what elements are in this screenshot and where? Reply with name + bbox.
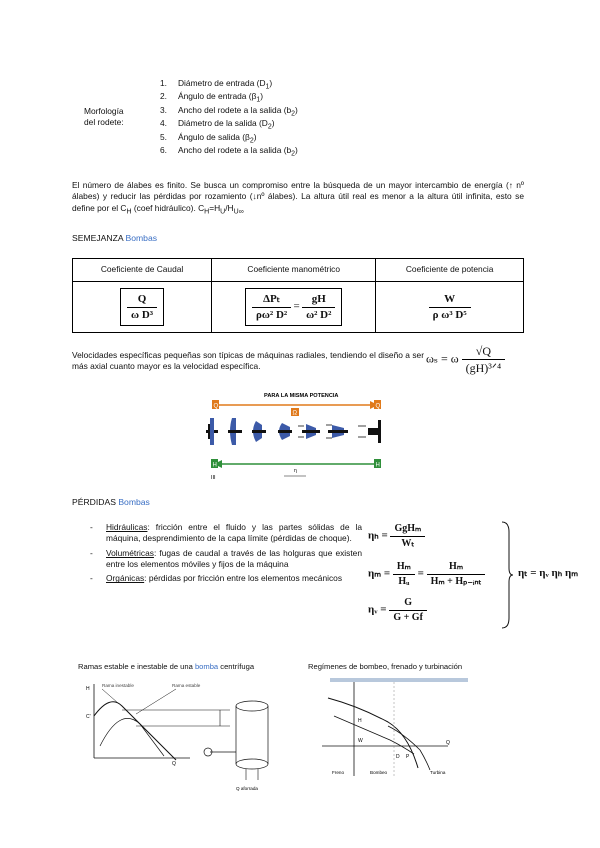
plot1-system-curve [100, 718, 164, 756]
plot1-tank-bottom [236, 759, 268, 769]
plot1-c-label: C' [86, 714, 91, 720]
morphology-item-number: 1. [160, 78, 167, 88]
para1-text: El número de álabes es finito. Se busca un compromiso entre la búsqueda de un mayor intercambio de energía (↑ nº álabes) y reducir las pérdidas por rozamiento (↓nº álabes). La altura útil real es menor a la altura útil infinita, esto se define por el C [72, 180, 524, 213]
impeller-propeller [358, 420, 381, 443]
eta-m-num1: Hₘ [393, 560, 415, 575]
plot2-zona-bombeo: Bombeo [370, 770, 388, 775]
cell-caudal [73, 282, 212, 333]
impeller-radial-1 [206, 418, 218, 445]
morphology-item [160, 145, 298, 158]
plot1-h-label: H [86, 686, 90, 692]
impeller-radial-2 [228, 418, 242, 445]
para1-slash: /H [225, 202, 234, 213]
plot1-stable-label: Rama estable [172, 683, 201, 688]
plot1-stable-unstable [80, 676, 280, 826]
morphology-item-sub: 2 [291, 110, 296, 118]
caudal-formula [120, 288, 164, 327]
morphology-item-sub: 2 [291, 150, 296, 158]
plot2-zona-turbina: Turbina [430, 770, 446, 775]
semejanza-title: SEMEJANZA [72, 233, 124, 243]
right-bracket [500, 520, 514, 630]
plot1-title-c: centrífuga [218, 662, 255, 671]
morphology-item-close: ) [253, 131, 257, 142]
top-right-label: Q [375, 403, 381, 410]
plot2-zona-freno: Freno [332, 770, 345, 775]
morphology-item-number: 4. [160, 118, 167, 129]
potencia-num: W [429, 292, 471, 308]
morphology-item-sub: 1 [256, 97, 261, 105]
ns-lhs: ωₛ = ω [426, 351, 459, 366]
plot2-operating-regimes [318, 676, 478, 826]
plot2-title: Regímenes de bombeo, frenado y turbinación [308, 662, 463, 671]
eta-m-num2: Hₘ [427, 560, 486, 575]
plot1-title [78, 662, 254, 672]
morphology-label-line1: Morfología [84, 106, 124, 116]
eta-m-den2: Hₘ + Hₚ₋ᵢₙₜ [430, 575, 482, 587]
loss-text-volumetricas: : fugas de caudal a través de las holguras que existen entre los elementos móviles y fijos de la máquina [106, 547, 362, 570]
morphology-item [160, 91, 298, 104]
caudal-num: Q [127, 292, 157, 308]
morphology-item-sub: 2 [249, 137, 254, 145]
impeller-mixed-1 [252, 421, 266, 442]
morphology-label [84, 106, 154, 129]
morphology-item-sub: 1 [265, 83, 270, 91]
morphology-item-close: ) [295, 104, 298, 115]
loss-text-organicas: : pérdidas por fricción entre los elementos mecánicos [144, 573, 343, 584]
plot1-unstable-pointer [102, 689, 118, 703]
loss-name-hidraulicas: Hidráulicas [106, 522, 148, 532]
plot2-w-label: W [358, 738, 363, 744]
eta-hydraulic-formula [368, 522, 425, 550]
morphology-item-sub: 2 [267, 123, 272, 131]
eta-v-num: G [389, 596, 427, 611]
top-left-label: Q [213, 403, 219, 410]
mano1-den: ρω² D² [255, 308, 288, 321]
eta-mechanical-formula [368, 560, 485, 588]
perdidas-title: PÉRDIDAS [72, 497, 116, 507]
morphology-item [160, 105, 298, 118]
para1-end-sub2: U∞ [233, 208, 244, 216]
morphology-item-number: 6. [160, 144, 167, 155]
losses-list [90, 522, 362, 588]
section-perdidas [72, 497, 150, 509]
table-header-caudal: Coeficiente de Caudal [73, 259, 212, 282]
table-header-manometrico: Coeficiente manométrico [212, 259, 376, 282]
specific-speed-formula [426, 343, 505, 376]
section-semejanza [72, 233, 157, 245]
para1-end-sub1: U [220, 208, 226, 216]
top-mid-label: Ω [292, 410, 297, 417]
morphology-item [160, 118, 298, 131]
eta-m-eq: = [417, 567, 424, 580]
plot1-unstable-label: Rama inestable [102, 683, 134, 688]
eta-h-num: GgHₘ [390, 522, 425, 537]
morphology-item-text: Ancho del rodete a la salida (b [178, 144, 292, 155]
loss-item-organicas: - Orgánicas: pérdidas por fricción entre los elementos mecánicos [90, 573, 343, 584]
manometrico-formula: $\frac{\text{ΔPₜ}}{\text{ρω² D²}}$ = $\frac{gH}{\text{ω² D²}}$ [245, 288, 342, 327]
eta-v-lhs: ηᵥ = [368, 603, 387, 616]
morphology-label-line2: del rodete: [84, 117, 124, 128]
impeller-mixed-2 [278, 423, 292, 440]
eta-h-lhs: ηₕ = [368, 529, 388, 542]
plot1-title-a: Ramas estable e inestable de una [78, 662, 195, 671]
impeller-axial-1 [298, 424, 320, 439]
morphology-list [160, 78, 298, 158]
paragraph-specific-speed: Velocidades específicas pequeñas son típicas de máquinas radiales, tendiendo el diseño a ser más axial cuanto mayor es la velocidad específica. [72, 350, 424, 372]
morphology-item-close: ) [271, 118, 275, 129]
paragraph-blade-count [72, 180, 524, 217]
plot1-q-label: Q [172, 761, 176, 767]
morphology-item-close: ) [269, 78, 273, 88]
morphology-item-text: Ángulo de salida (β [178, 131, 250, 142]
morphology-item-text: Ángulo de entrada (β [178, 91, 257, 102]
eta-v-den: G + Gf [393, 611, 423, 623]
loss-item-volumetricas: - Volumétricas: fugas de caudal a través de las holguras que existen entre los elementos móviles y fijos de la máquina [90, 547, 362, 570]
loss-item-hidraulicas: - Hidráulicas: fricción entre el fluido y las partes sólidas de la máquina, desprendimiento de la capa límite (pérdidas de choque). [90, 522, 362, 544]
bottom-left-label: H [212, 462, 217, 469]
para1-end: =H [209, 202, 221, 213]
morphology-item-number: 3. [160, 104, 167, 115]
cell-potencia [376, 282, 524, 333]
morphology-item-text: Diámetro de la salida (D [178, 118, 268, 129]
eta-m-den1: Hᵤ [398, 575, 410, 587]
eta-m-lhs: ηₘ = [368, 567, 391, 580]
plot2-d-label: D [396, 754, 400, 760]
mano1-num: ΔPₜ [252, 292, 291, 308]
plot1-caption: Q aforrada [236, 786, 258, 791]
plot2-system-curve [388, 726, 430, 770]
bottom-right-label: H [375, 462, 380, 469]
plot1-h-curve [94, 702, 176, 760]
figure-title: PARA LA MISMA POTENCIA [264, 393, 339, 399]
para1-sub: H [126, 208, 132, 216]
morphology-item [160, 78, 298, 91]
morphology-item-text: Diámetro de entrada (D [178, 78, 266, 88]
morphology-item-close: ) [260, 91, 264, 102]
para1-tail: (coef hidráulico). C [131, 202, 205, 213]
plot1-tank-top [236, 701, 268, 711]
perdidas-tag: Bombas [118, 497, 150, 507]
potencia-den: ρ ω³ D⁵ [432, 308, 467, 321]
morphology-item-close: ) [295, 144, 298, 155]
morphology-item [160, 132, 298, 145]
loss-name-volumetricas: Volumétricas [106, 547, 154, 558]
cell-manometrico [212, 282, 376, 333]
ns-num: √Q [462, 343, 506, 360]
eta-volumetric-formula [368, 596, 427, 624]
plot2-top-band [330, 678, 468, 682]
plot2-p-label: P [406, 754, 410, 760]
para1-tail-sub: H [204, 208, 210, 216]
impeller-evolution-figure [198, 388, 402, 482]
plot2-h-label: H [358, 718, 362, 724]
morphology-item-number: 2. [160, 91, 167, 102]
mano2-num: gH [302, 292, 335, 308]
bottom-roman-label: III [211, 475, 216, 481]
semejanza-tag: Bombas [125, 233, 158, 243]
plot1-title-b: bomba [194, 662, 219, 671]
loss-text-hidraulicas: : fricción entre el fluido y las partes sólidas de la máquina, desprendimiento de la capa límite (pérdidas de choque). [106, 522, 362, 544]
impeller-axial-2 [326, 425, 348, 438]
coefficients-table [72, 258, 524, 333]
eta-total-formula: ηₜ = ηᵥ ηₕ ηₘ [518, 567, 579, 579]
morphology-item-text: Ancho del rodete a la salida (b [178, 104, 292, 115]
impeller-row [206, 418, 381, 445]
mano2-den: ω² D² [306, 308, 332, 321]
morphology-item-number: 5. [160, 131, 167, 142]
bottom-mid-label: η [294, 468, 297, 474]
plot2-q-label: Q [446, 740, 450, 746]
caudal-den: ω D³ [131, 308, 154, 321]
eta-h-den: Wₜ [401, 537, 415, 549]
loss-name-organicas: Orgánicas [106, 573, 145, 584]
table-header-potencia: Coeficiente de potencia [376, 259, 524, 282]
ns-den: (gH)³ᐟ⁴ [465, 361, 502, 376]
